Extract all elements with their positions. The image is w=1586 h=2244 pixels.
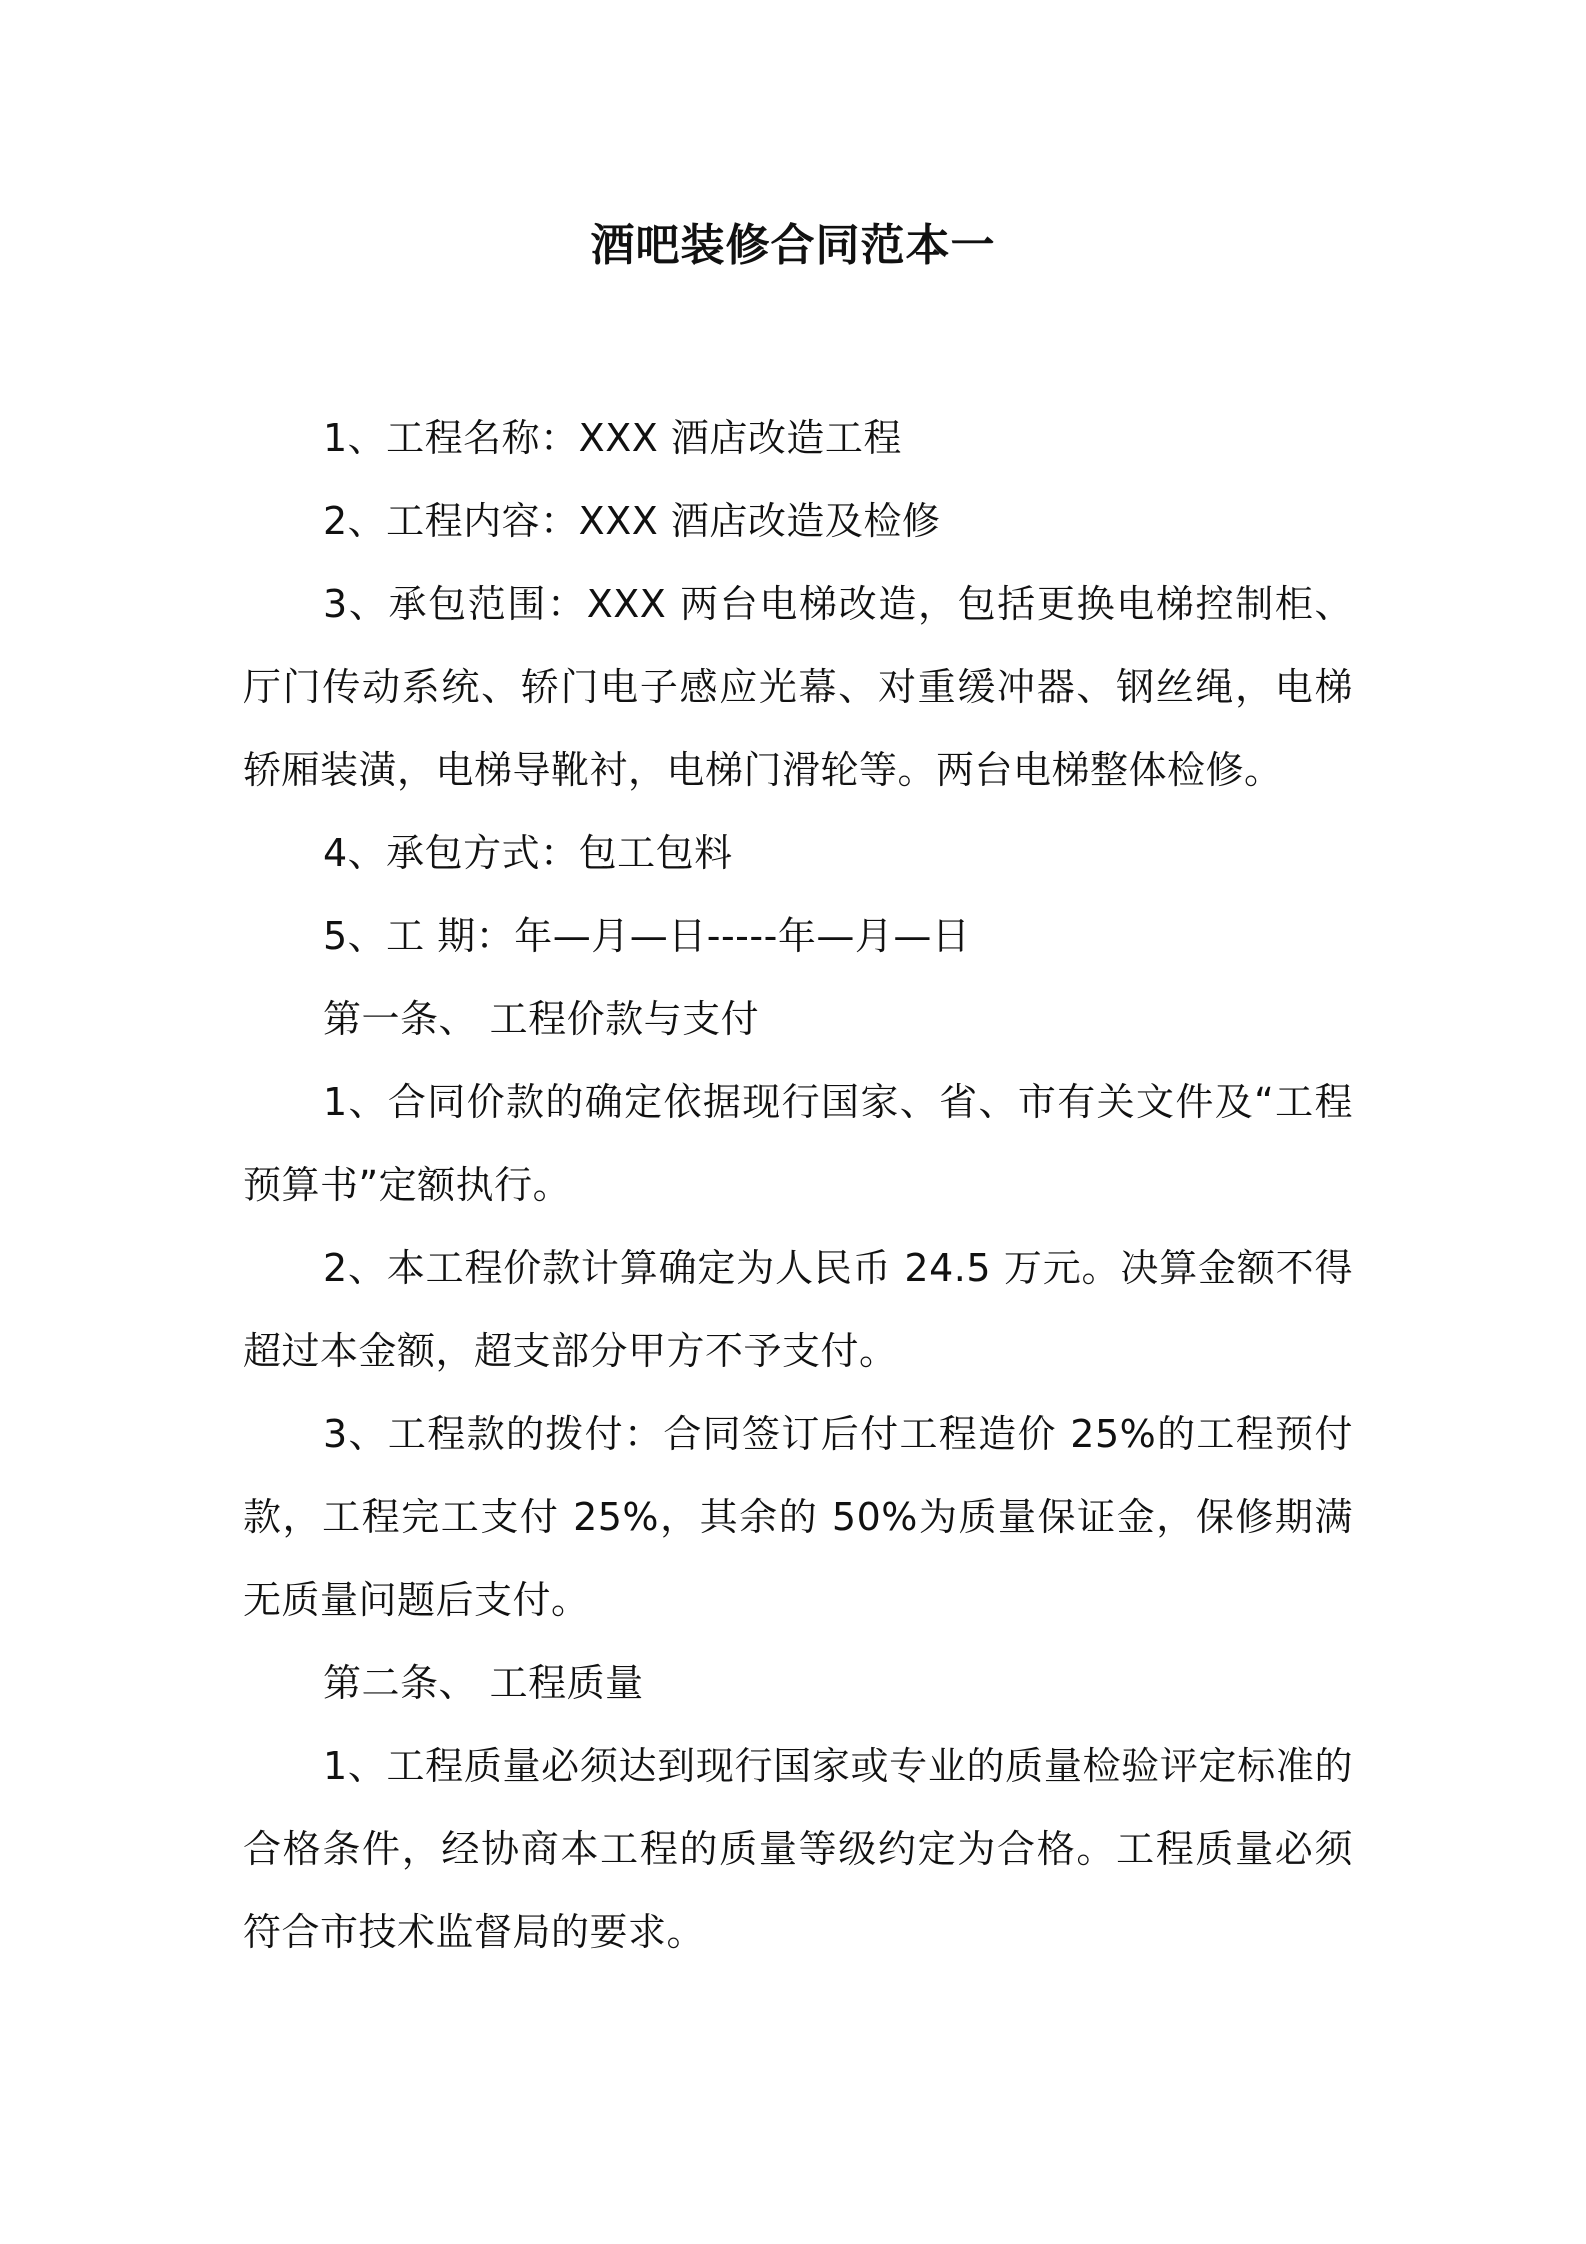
article-one-clause-1: 1、合同价款的确定依据现行国家、省、市有关文件及“工程预算书”定额执行。	[243, 1080, 1353, 1207]
document-title: 酒吧装修合同范本一	[590, 220, 996, 271]
article-two-clause-1: 1、工程质量必须达到现行国家或专业的质量检验评定标准的合格条件，经协商本工程的质量等级约定为合格。工程质量必须符合市技术监督局的要求。	[243, 1744, 1353, 1954]
article-two-heading: 第二条、 工程质量	[323, 1661, 644, 1705]
item-project-content: 2、工程内容：XXX 酒店改造及检修	[323, 499, 941, 543]
document-body	[243, 397, 1353, 1974]
article-one-clause-2: 2、本工程价款计算确定为人民币 24.5 万元。决算金额不得超过本金额，超支部分甲方不予支付。	[243, 1246, 1353, 1373]
item-project-name: 1、工程名称：XXX 酒店改造工程	[323, 416, 902, 460]
item-project-period: 5、工 期：年—月—日-----年—月—日	[323, 914, 971, 958]
article-one-clause-3: 3、工程款的拨付：合同签订后付工程造价 25%的工程预付款，工程完工支付 25%，其余的 50%为质量保证金，保修期满无质量问题后支付。	[243, 1412, 1353, 1622]
article-one-heading: 第一条、 工程价款与支付	[323, 997, 760, 1041]
item-contract-scope: 3、承包范围：XXX 两台电梯改造，包括更换电梯控制柜、厅门传动系统、轿门电子感应光幕、对重缓冲器、钢丝绳，电梯轿厢装潢，电梯导靴衬，电梯门滑轮等。两台电梯整体检修。	[243, 582, 1353, 792]
item-contract-method: 4、承包方式：包工包料	[323, 831, 733, 875]
